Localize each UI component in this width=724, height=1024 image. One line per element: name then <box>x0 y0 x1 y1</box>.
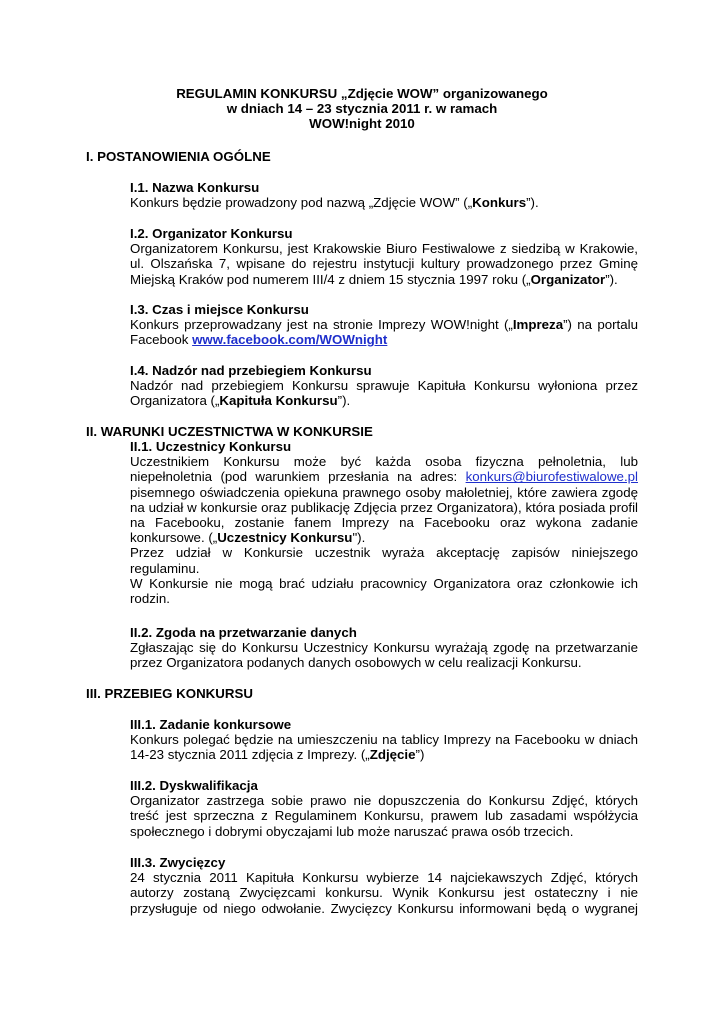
title-line-2: w dniach 14 – 23 stycznia 2011 r. w ramach <box>226 101 498 117</box>
section-iii1 <box>130 717 638 763</box>
section-iii2 <box>130 778 638 839</box>
section-i4 <box>130 363 638 409</box>
section-ii1 <box>130 439 638 606</box>
facebook-link[interactable]: www.facebook.com/WOWnight <box>192 332 388 348</box>
i4-text: Nadzór nad przebiegiem Konkursu sprawuje Kapituła Konkursu wyłoniona przez Organizatora („Kapituła Konkursu”). <box>130 378 638 409</box>
document-title <box>0 86 724 132</box>
section-1-heading: I. POSTANOWIENIA OGÓLNE <box>86 149 271 164</box>
section-i1 <box>130 180 638 210</box>
section-i3 <box>130 302 638 348</box>
title-line-1: REGULAMIN KONKURSU „Zdjęcie WOW” organizowanego <box>176 86 548 101</box>
i4-heading: I.4. Nadzór nad przebiegiem Konkursu <box>130 363 372 378</box>
email-link[interactable]: konkurs@biurofestiwalowe.pl <box>465 469 638 485</box>
i3-text: Konkurs przeprowadzany jest na stronie Imprezy WOW!night („Impreza”) na portalu Facebook www.facebook.com/WOWnight <box>130 317 638 348</box>
ii1-text: Uczestnikiem Konkursu może być każda osoba fizyczna pełnoletnia, lub niepełnoletnia (pod warunkiem przesłania na adres: konkurs@biurofestiwalowe.pl pisemnego oświadczenia opiekuna prawnego osoby małoletniej, które zawiera zgodę na udział w konkursie oraz publikację Zdjęcia przez Organizatora), która posiada profil na Facebooku, zostanie fanem Imprezy na Facebooku oraz wykona zadanie konkursowe. („Uczestnicy Konkursu"). <box>130 454 638 546</box>
ii1-heading: II.1. Uczestnicy Konkursu <box>130 439 292 454</box>
iii3-heading: III.3. Zwycięzcy <box>130 855 226 870</box>
i2-text: Organizatorem Konkursu, jest Krakowskie Biuro Festiwalowe z siedzibą w Krakowie, ul. Olszańska 7, wpisane do rejestru instytucji kultury prowadzonego przez Gminę Miejską Kraków pod numerem III/4 z dniem 15 stycznia 1997 roku („Organizator”). <box>130 241 638 287</box>
ii1-paragraph-3: W Konkursie nie mogą brać udziału pracownicy Organizatora oraz członkowie ich rodzin. <box>130 575 638 607</box>
section-ii2 <box>130 625 638 671</box>
iii2-heading: III.2. Dyskwalifikacja <box>130 778 258 793</box>
ii1-paragraph-2: Przez udział w Konkursie uczestnik wyraża akceptację zapisów niniejszego regulaminu. <box>130 545 638 576</box>
iii1-heading: III.1. Zadanie konkursowe <box>130 717 292 732</box>
i1-text: Konkurs będzie prowadzony pod nazwą „Zdjęcie WOW” („Konkurs”). <box>130 195 539 211</box>
iii2-text: Organizator zastrzega sobie prawo nie dopuszczenia do Konkursu Zdjęć, których treść jest sprzeczna z Regulaminem Konkursu, prawem lub zasadami współżycia społecznego i dobrymi obyczajami lub może naruszać prawa osób trzecich. <box>130 793 638 839</box>
section-i2 <box>130 226 638 287</box>
i2-heading: I.2. Organizator Konkursu <box>130 226 293 241</box>
i3-heading: I.3. Czas i miejsce Konkursu <box>130 302 309 317</box>
section-iii3 <box>130 855 638 916</box>
ii2-heading: II.2. Zgoda na przetwarzanie danych <box>130 625 357 640</box>
title-line-3: WOW!night 2010 <box>309 116 415 132</box>
iii1-text: Konkurs polegać będzie na umieszczeniu na tablicy Imprezy na Facebooku w dniach 14-23 stycznia 2011 zdjęcia z Imprezy. („Zdjęcie”) <box>130 732 638 763</box>
i1-heading: I.1. Nazwa Konkursu <box>130 180 260 195</box>
section-3-heading: III. PRZEBIEG KONKURSU <box>86 686 253 701</box>
section-2-heading: II. WARUNKI UCZESTNICTWA W KONKURSIE <box>86 424 373 439</box>
iii3-text: 24 stycznia 2011 Kapituła Konkursu wybierze 14 najciekawszych Zdjęć, których autorzy zostaną Zwycięzcami konkursu. Wynik Konkursu jest ostateczny i nie przysługuje od niego odwołanie. Zwycięzcy Konkursu informowani będą o wygranej <box>130 870 638 916</box>
ii2-text: Zgłaszając się do Konkursu Uczestnicy Konkursu wyrażają zgodę na przetwarzanie przez Organizatora podanych danych osobowych w celu realizacji Konkursu. <box>130 640 638 671</box>
